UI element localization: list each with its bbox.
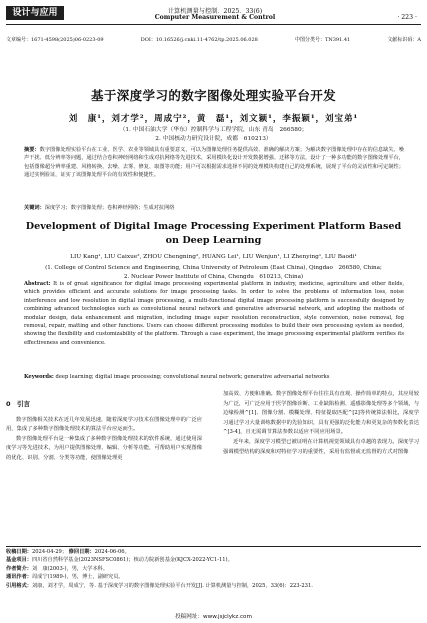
keywords-cn — [24, 204, 404, 211]
title-en: Development of Digital Image Processing Experiment Platform Based on Deep Learning — [25, 221, 402, 246]
affiliation-en-2: 2. Nuclear Power Institute of China, Chengdu 610213, China) — [123, 274, 304, 280]
corresponding-label: 通讯作者： — [6, 574, 32, 581]
keywords-en-text: deep learning; digital image processing; convolutional neural network; generative adversarial networks — [55, 374, 330, 380]
header-rule — [6, 24, 421, 25]
abstract-en-label: Abstract: — [24, 281, 51, 287]
abstract-cn-label: 摘要： — [24, 147, 40, 153]
footnotes — [6, 548, 421, 590]
author-text: 刘 康(2003-)，男，大学本科。 — [31, 565, 109, 572]
abstract-cn — [24, 146, 404, 180]
abstract-cn-text: 数字图像处理实验平台在工业、医学、农业等领域具有重要意义，可以为图像处理任务提供高效、准确的解决方案；为解决数字图像处理中存在的信息缺失、噪声干扰、低分辨率等问题，通过结合卷积神经网络和生成对抗网络等先进技术，采用模块化设计开发数据增强、迁移等方法，设计了一种多功能的数字图像处理平台，包括图像超分辨率重建、风格转换、去噪、去雾、修复、取图等功能；用户可以根据需求选择不同的处理模块构建自己的处理系统，展现了平台的灵活性和可定制性；通过实例验证，证实了该图像处理平台的有效性和便捷性。 — [24, 147, 404, 179]
fund-label: 基金项目： — [6, 557, 32, 564]
affiliation-en-1: (1. College of Control Science and Engineering, China University of Petroleum (East China), Qingdao 266580, China; — [45, 265, 382, 271]
citation-text: 刘康，刘才学，周成宁，等. 基于深度学习的数字图像处理实验平台开发[J]. 计算机测量与控制，2025，33(6)：223-231. — [31, 582, 313, 589]
citation-label: 引用格式： — [6, 582, 32, 589]
corresponding-text: 周成宁(1989-)，男，博士，副研究员。 — [31, 574, 124, 581]
section-tag: 设计与应用 — [6, 6, 64, 20]
body-paragraph: 加高效、方便和准确。数字图像处理平台往往具有直观、操作简单的特点，其应用较为广泛，可广泛应用于医学图像诊断、工业缺陷检测、遥感影像处理等多个领域，与边缘检测^[1]、图像分割、模糊处理、特征提取匹配^[2]等传统算法相比，深度学习通过学习大量训练数据中的先验知识，具有更强的泛化能力和更复杂的参数化表达^[3-4]，且无需调节算法参数以适应不同应用场景。 — [223, 391, 419, 436]
footnote-corresponding — [6, 573, 421, 581]
doi: DOI：10.16526/j.cnki.11-4762/tp.2025.06.028 — [140, 37, 258, 43]
keywords-en-label: Keywords: — [24, 374, 54, 380]
title-cn: 基于深度学习的数字图像处理实验平台开发 — [90, 88, 337, 103]
footnote-dates — [6, 548, 421, 556]
journal-title-cn: 计算机测量与控制．2025．33(6) — [167, 8, 263, 15]
page-number: · 223 · — [397, 14, 417, 21]
keywords-en — [24, 374, 404, 380]
revised-date: 2024-06-06。 — [94, 549, 130, 555]
received-label: 收稿日期： — [6, 549, 32, 555]
footnote-rule — [6, 546, 421, 547]
body-paragraph: 近年来，深度学习模型已被证明在计算机视觉领域具有卓越的表现力。深度学习强调模型结构的深度和对特征学习的重要性，采用有监督或无监督的方式对图像 — [223, 438, 419, 455]
authors-en: LIU Kang¹, LIU Caixue², ZHOU Chengning², HUANG Lei¹, LIU Wenjun¹, LI Zhenying¹, LIU Baodi¹ — [70, 254, 357, 260]
submission-url[interactable]: 投稿网址：www.jsjclykz.com — [175, 614, 252, 620]
fund-text: 四川省自然科学基金(2023NSFSC0861)；核动力院新创基金(KJCX-2022-YC1-11)。 — [31, 557, 233, 564]
affiliation-cn-1: （1. 中国石油大学（华东）控制科学与工程学院，山东 青岛 266580； — [119, 127, 308, 133]
keywords-cn-text: 深度学习；数字图像处理；卷积神经网络；生成对抗网络 — [44, 205, 175, 211]
abstract-en — [24, 280, 404, 347]
revised-label: 修回日期： — [68, 549, 95, 555]
affiliation-cn-2: 2. 中国核动力研究设计院，成都 610213） — [155, 136, 272, 142]
keywords-cn-label: 关键词： — [24, 205, 45, 211]
journal-title-en: Computer Measurement & Control — [154, 14, 276, 21]
body-paragraph: 数字图像处理平台是一种集成了多种数字图像处理技术的软件系统，通过使用深度学习等先进技术，为用户提供图像处理、编辑、分析等功能，可帮助用户实现图像的优化、识别、分割、分类等功能，使图像处理更 — [6, 435, 202, 461]
authors-cn: 刘 康¹，刘才学²，周成宁²，黄 磊¹，刘文颖¹，李振颖¹，刘宝弟¹ — [68, 114, 359, 124]
abstract-en-text: It is of great significance for digital image processing experimental platform in industry, medicine, agriculture and other fields, which provides efficient and accurate solutions for image processing tasks. In order to solve the problems of information loss, noise interference and low resolution in digital image processing, a multi-functional digital image processing platform is successfully designed by combining advanced technologies such as convolutional neural network and generative adversarial network, and adopting the methods of modular design, data enhancement and migration, including image super resolution reconstruction, style conversion, noise removal, fog removal, repair, matting and other functions. Users can choose different processing modules to build their own processing system as needed, showing the flexibility and customizability of the platform. Through a case experiment, the image processing experimental platform verifies its effectiveness and convenience. — [24, 281, 404, 346]
clc-number: 中图分类号：TN391.41 — [294, 37, 351, 43]
footnote-fund — [6, 556, 421, 564]
body-paragraph: 数字图像相关技术在近几年发展迅速，随着深度学习技术在图像处理中的广泛应用，集成了多种数字图像处理技术的算法平台应运而生。 — [6, 416, 202, 433]
author-label: 作者简介： — [6, 565, 32, 572]
article-meta — [6, 36, 421, 43]
document-code: 文献标识码：A — [387, 37, 421, 43]
body-column-left — [6, 394, 202, 464]
article-id: 文章编号：1671-4598(2025)06-0223-09 — [6, 37, 104, 43]
received-date: 2024-04-29； — [31, 549, 68, 555]
footnote-citation — [6, 582, 421, 590]
footnote-author — [6, 565, 421, 573]
section-heading-introduction: 0 引言 — [6, 400, 31, 408]
body-column-right — [223, 390, 419, 457]
